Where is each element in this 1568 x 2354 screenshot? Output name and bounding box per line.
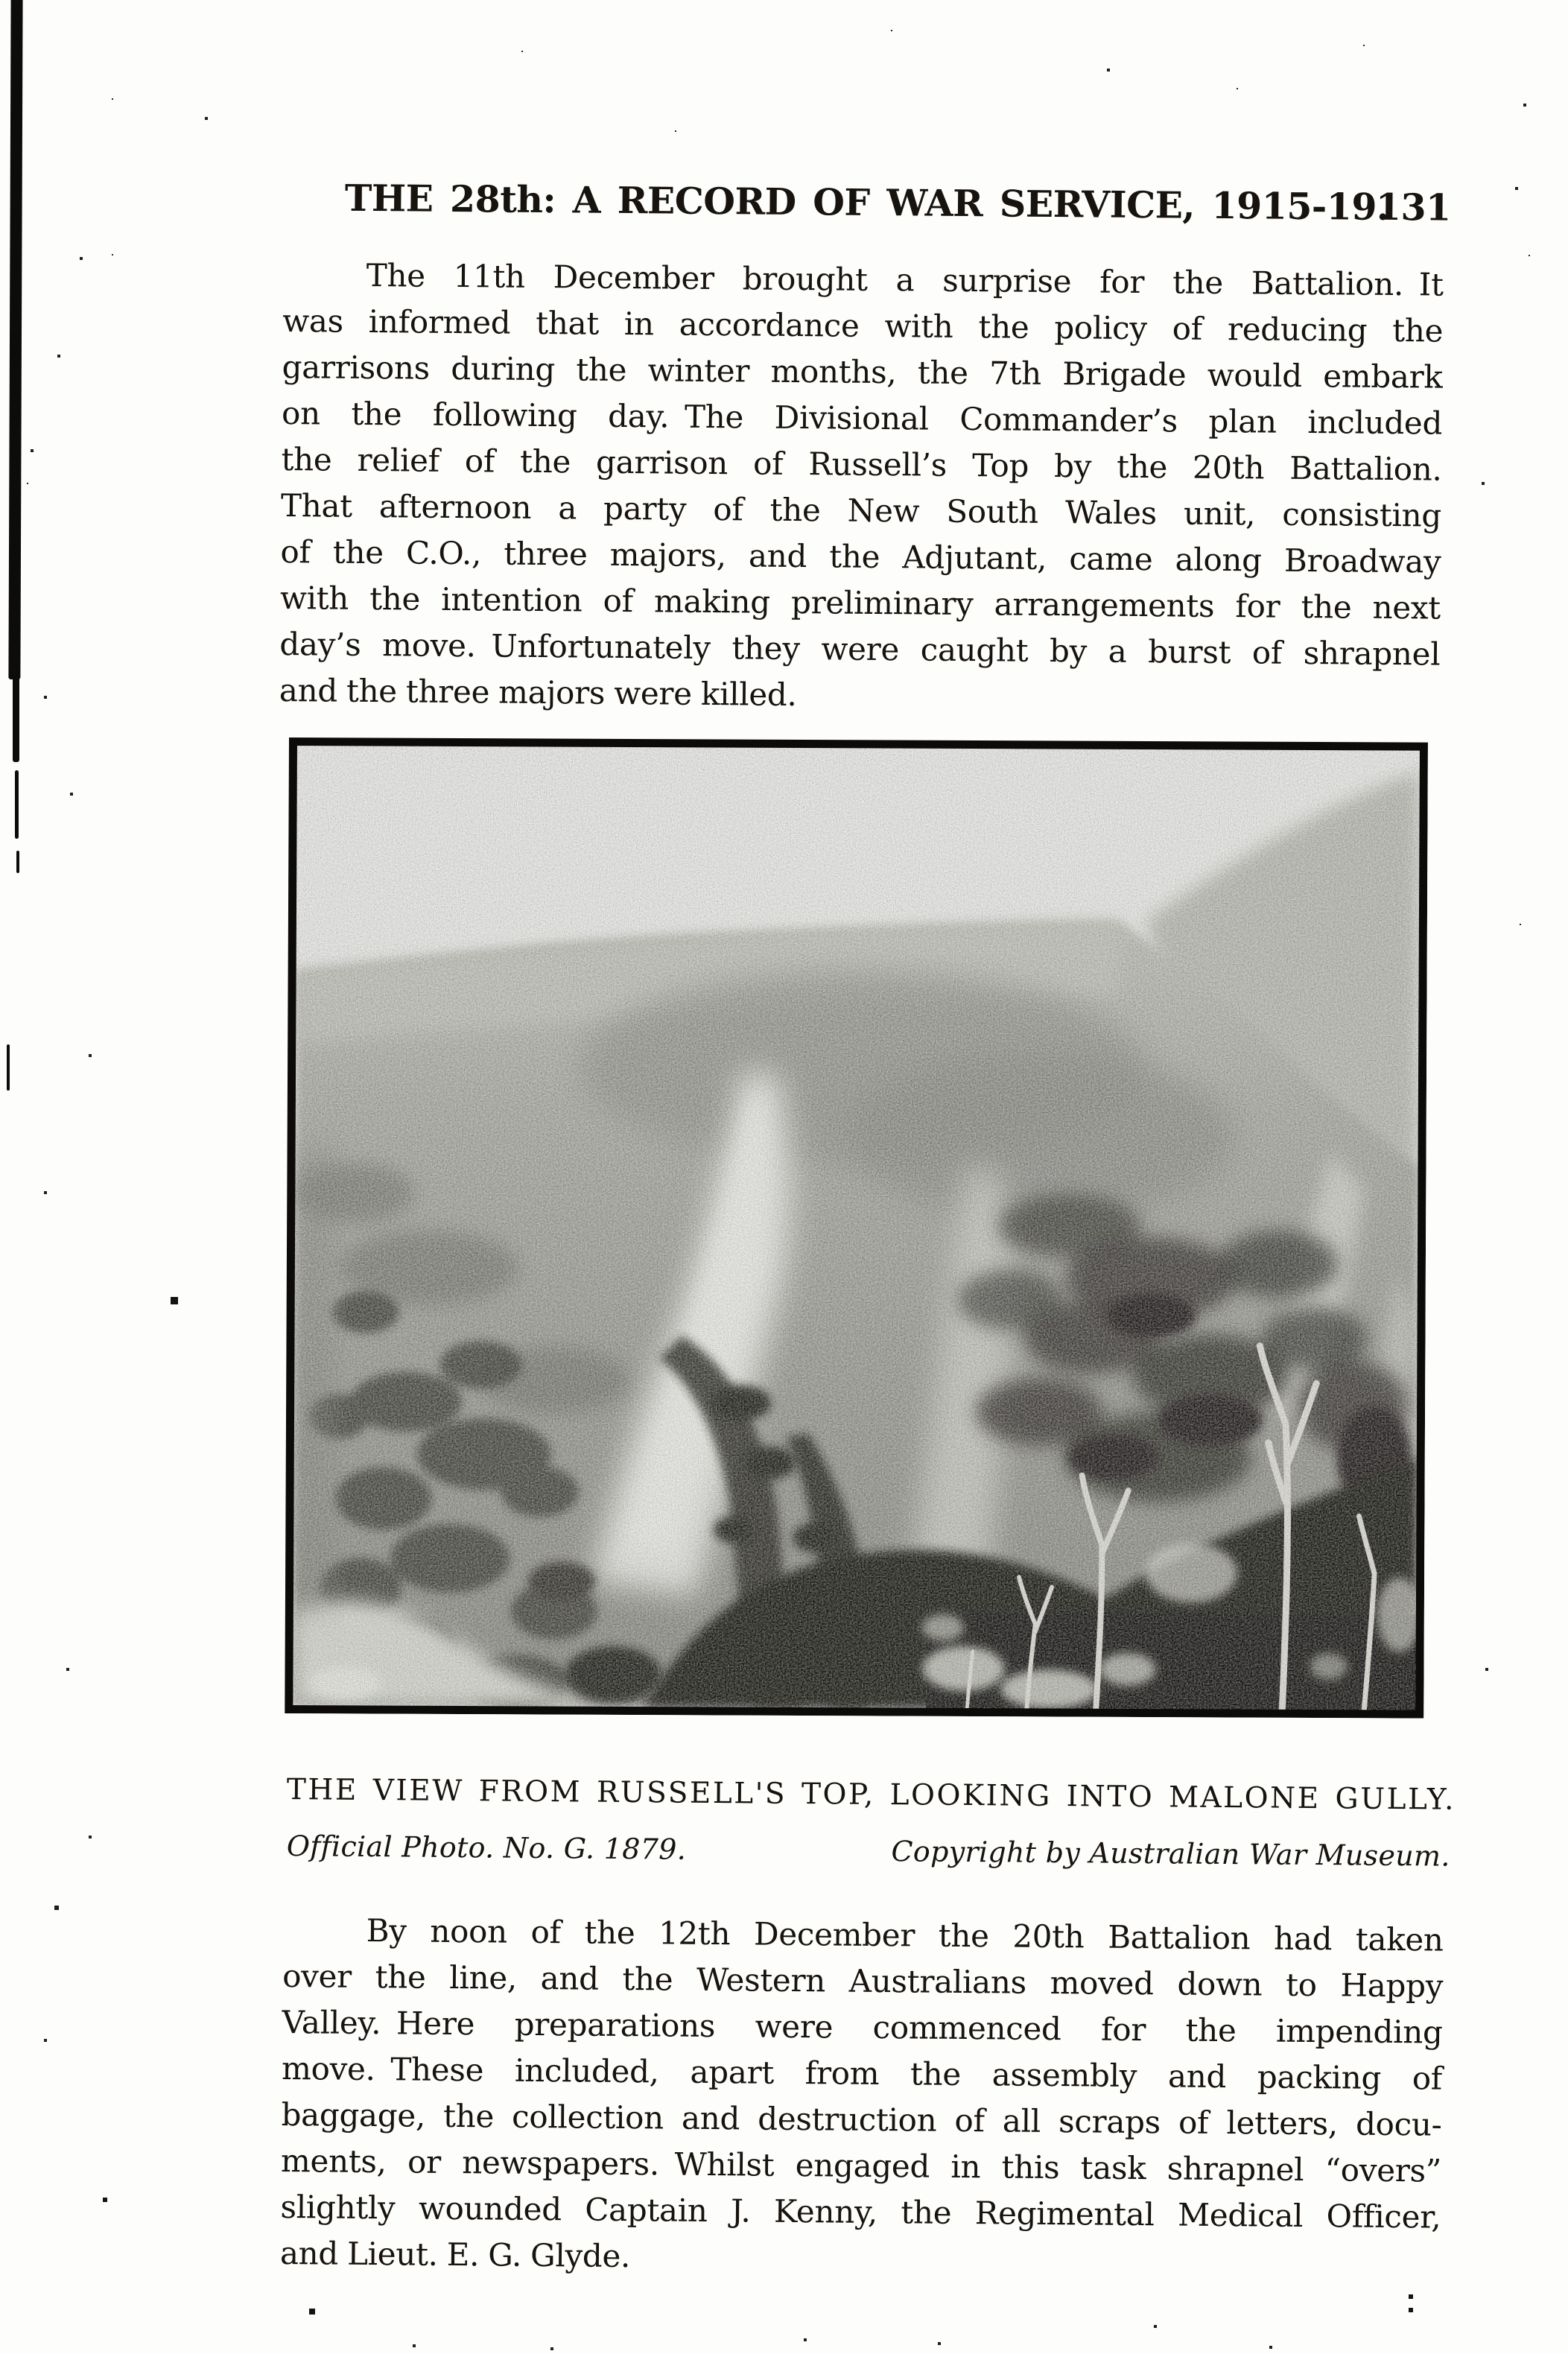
text-line: and the three majors were killed. (279, 671, 797, 714)
text-line: was informed that in accordance with the policy of reducing the (282, 302, 1444, 349)
photo-credit-number: Official Photo. No. G. 1879. (286, 1830, 687, 1866)
text-line: baggage, the collection and destruction of all scraps of letters, docu- (281, 2096, 1442, 2143)
paragraph-1 (279, 252, 1444, 724)
text-line: the relief of the garrison of Russell’s Top by the 20th Battalion. (281, 440, 1442, 488)
text-line: day’s move. Unfortunately they were caught by a burst of shrapnel (279, 625, 1441, 673)
scan-streak (7, 1044, 10, 1091)
halftone-photo (293, 746, 1420, 1710)
scan-streak (8, 0, 22, 679)
scan-streak (13, 674, 19, 762)
running-header (282, 176, 1450, 229)
page-number: 131 (1375, 185, 1451, 229)
text-line: on the following day. The Divisional Commander’s plan included (281, 394, 1443, 442)
scan-streak (15, 770, 19, 839)
text-line: By noon of the 12th December the 20th Battalion had taken (366, 1912, 1444, 1958)
text-line: That afternoon a party of the New South Wales unit, consisting (280, 486, 1442, 534)
text-line: ments, or newspapers. Whilst engaged in this task shrapnel “overs” (280, 2142, 1442, 2189)
photo-credit-copyright: Copyright by Australian War Museum. (891, 1835, 1450, 1873)
photo-figure (285, 737, 1428, 1719)
paragraph-2 (280, 1907, 1444, 2287)
text-line: The 11th December brought a surprise for the Battalion. It (366, 256, 1444, 303)
scan-specks (0, 0, 1, 1)
text-line: and Lieut. E. G. Glyde. (279, 2234, 631, 2275)
page-title: THE 28th: A RECORD OF WAR SERVICE, 1915-19. (344, 176, 1389, 229)
text-line: garrisons during the winter months, the 7th Brigade would embark (282, 348, 1443, 396)
text-line: over the line, and the Western Australians moved down to Happy (282, 1957, 1444, 2005)
photo-credits (287, 1830, 1450, 1873)
text-line: slightly wounded Captain J. Kenny, the Regimental Medical Officer, (280, 2188, 1441, 2236)
text-line: move. These included, apart from the assembly and packing of (281, 2049, 1443, 2097)
photo-caption: THE VIEW FROM RUSSELL'S TOP, LOOKING INTO MALONE GULLY. (286, 1773, 1456, 1817)
scan-streak (16, 851, 19, 873)
text-line: Valley. Here preparations were commenced for the impending (282, 2003, 1443, 2051)
text-line: with the intention of making preliminary arrangements for the next (279, 579, 1441, 626)
text-line: of the C.O., three majors, and the Adjutant, came along Broadway (280, 533, 1441, 580)
